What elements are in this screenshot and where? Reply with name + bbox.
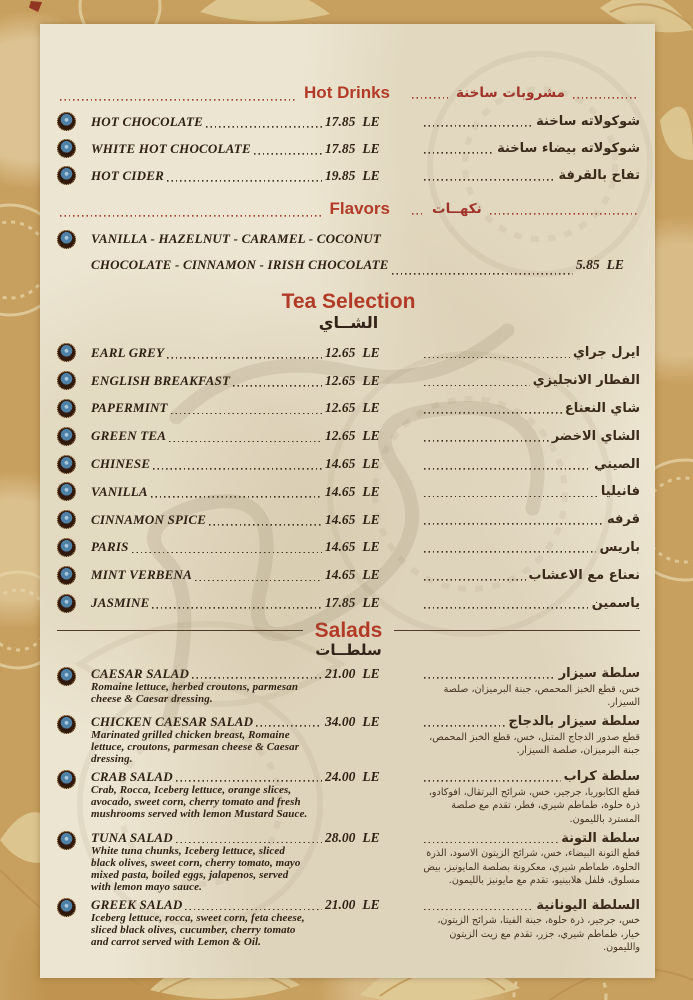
dotted-leader	[151, 488, 322, 498]
tea-section-title-ar: الشــاي	[318, 313, 379, 332]
item-desc-en: Crab, Rocca, Iceberg lettuce, orange slices, avocado, sweet corn, cherry tomato and fresh mushrooms served with lemon Mustard Sauce.	[91, 783, 308, 820]
flavors-header	[57, 200, 640, 217]
menu-page	[40, 24, 655, 978]
item-name-en: MINT VERBENA	[91, 567, 193, 583]
item-price: 12.65 LE	[325, 428, 380, 444]
hot-drinks-list	[57, 108, 640, 189]
item-name-en: EARL GREY	[91, 344, 165, 360]
dotted-leader	[176, 833, 322, 843]
dotted-leader	[60, 91, 296, 101]
item-price: 14.65 LE	[325, 539, 380, 555]
flavors-line-1	[57, 226, 640, 252]
dotted-leader	[185, 900, 322, 910]
brand-seal-icon	[57, 399, 91, 418]
item-price: 34.00 LE	[325, 713, 380, 729]
dotted-leader	[424, 772, 561, 782]
menu-item-green-tea	[57, 422, 640, 450]
dotted-leader	[209, 516, 322, 526]
menu-item-tuna-salad	[57, 831, 640, 893]
item-desc-en: Marinated grilled chicken breast, Romaine lettuce, croutons, parmesan cheese & Caesar dressing.	[91, 728, 300, 765]
salads-header	[57, 620, 640, 642]
dotted-leader	[169, 432, 322, 442]
item-name-ar: سلطة سيزار	[558, 666, 640, 682]
item-name-en: CRAB SALAD	[91, 768, 173, 784]
item-name-ar: سلطة التونة	[561, 830, 640, 846]
item-name-ar: ياسمين	[591, 595, 640, 611]
item-name-ar: شوكولاته ساخنة	[536, 114, 640, 129]
dotted-leader	[424, 404, 562, 414]
brand-seal-icon	[57, 538, 91, 557]
dotted-leader	[254, 145, 322, 155]
item-name-ar: ايرل جراي	[572, 345, 640, 361]
item-name-en: CHINESE	[91, 456, 151, 472]
item-name-ar: شوكولاته بيضاء ساخنة	[497, 141, 640, 156]
item-price: 14.65 LE	[325, 483, 380, 499]
section-title-en: Flavors	[329, 198, 390, 218]
item-price: 17.85 LE	[325, 140, 380, 156]
brand-seal-icon	[57, 166, 91, 185]
brand-seal-icon	[57, 371, 91, 390]
item-name-ar: تفاح بالقرفة	[558, 168, 640, 183]
flavors-price: 5.85 LE	[576, 256, 624, 272]
divider-line	[57, 630, 303, 631]
item-name-ar: السلطة اليونانية	[536, 897, 640, 913]
item-name-en: CHICKEN CAESAR SALAD	[91, 713, 254, 729]
menu-item-hot-cider	[57, 162, 640, 189]
dotted-leader	[132, 543, 322, 553]
dotted-leader	[167, 172, 322, 182]
menu-item-papermint	[57, 395, 640, 423]
item-name-en: ENGLISH BREAKFAST	[91, 372, 231, 388]
tea-section-title-en: Tea Selection	[281, 290, 416, 313]
brand-seal-icon	[57, 667, 91, 686]
brand-seal-icon	[57, 831, 91, 850]
item-name-en: CAESAR SALAD	[91, 665, 190, 681]
brand-seal-icon	[57, 112, 91, 131]
dotted-leader	[233, 377, 322, 387]
item-name-en: PARIS	[91, 539, 129, 555]
item-price: 14.65 LE	[325, 456, 380, 472]
dotted-leader	[424, 117, 533, 127]
flavors-line-2	[57, 252, 640, 277]
brand-seal-icon	[57, 230, 91, 249]
dotted-leader	[60, 207, 322, 217]
section-title-en: Hot Drinks	[304, 82, 390, 102]
salads-list	[57, 667, 640, 955]
item-price: 21.00 LE	[325, 897, 380, 913]
dotted-leader	[195, 571, 322, 581]
menu-item-vanilla	[57, 478, 640, 506]
dotted-leader	[424, 460, 591, 470]
item-name-ar: شاي النعناع	[564, 400, 640, 416]
brand-seal-icon	[57, 139, 91, 158]
dotted-leader	[206, 118, 322, 128]
dotted-leader	[171, 404, 322, 414]
dotted-leader	[412, 89, 448, 99]
dotted-leader	[490, 205, 637, 215]
brand-seal-icon	[57, 594, 91, 613]
item-price: 21.00 LE	[325, 665, 380, 681]
item-desc-ar: قطع الكابوريا، جرجير، خس، شرائح البرتقال، افوكادو، ذرة حلوة، طماطم شيري، فطر، تقدم مع صلصة المسترد بالليمون.	[428, 786, 640, 825]
dotted-leader	[424, 900, 533, 910]
brand-seal-icon	[57, 566, 91, 585]
item-price: 24.00 LE	[325, 768, 380, 784]
item-name-en: HOT CIDER	[91, 167, 164, 183]
item-name-en: VANILLA	[91, 483, 148, 499]
item-price: 17.85 LE	[325, 595, 380, 611]
item-desc-en: White tuna chunks, Iceberg lettuce, sliced black olives, sweet corn, cherry tomato, mayo mixed pasta, boiled eggs, jalapenos, served with lemon mayo sauce.	[91, 845, 301, 894]
tea-list	[57, 339, 640, 617]
item-name-ar: الصيني	[594, 456, 640, 472]
brand-seal-icon	[57, 343, 91, 362]
dotted-leader	[424, 515, 604, 525]
dotted-leader	[573, 89, 637, 99]
item-price: 28.00 LE	[325, 830, 380, 846]
item-name-en: HOT CHOCOLATE	[91, 113, 204, 129]
item-desc-ar: خس، جرجير، ذرة حلوة، جبنة الفيتا، شرائح الزيتون، خيار، طماطم شيري، جزر، تقدم مع زيت الزيتون والليمون.	[437, 915, 640, 954]
menu-item-white-hot-chocolate	[57, 135, 640, 162]
item-name-ar: الفطار الانجليزي	[532, 373, 640, 389]
item-name-en: CINNAMON SPICE	[91, 511, 207, 527]
dotted-leader	[424, 543, 596, 553]
dotted-leader	[424, 487, 598, 497]
dotted-leader	[167, 349, 322, 359]
divider-line	[394, 630, 640, 631]
item-desc-ar: خس، قطع الخبز المحمص، جبنة البرميزان، صلصة السيزار.	[443, 683, 640, 709]
section-title-ar: مشروبات ساخنة	[455, 84, 565, 101]
item-price: 19.85 LE	[325, 167, 380, 183]
item-name-en: TUNA SALAD	[91, 830, 173, 846]
brand-seal-icon	[57, 715, 91, 734]
item-price: 12.65 LE	[325, 372, 380, 388]
item-name-en: PAPERMINT	[91, 400, 168, 416]
dotted-leader	[152, 599, 322, 609]
dotted-leader	[424, 833, 558, 843]
brand-seal-icon	[57, 427, 91, 446]
dotted-leader	[424, 171, 556, 181]
item-desc-ar: قطع صدور الدجاج المتبل، خس، قطع الخبز المحمص، جبنة البرميزان، صلصة السيزار.	[429, 731, 640, 757]
dotted-leader	[392, 265, 573, 275]
dotted-leader	[424, 144, 494, 154]
menu-item-jasmine	[57, 589, 640, 617]
dotted-leader	[176, 772, 322, 782]
item-name-en: GREEK SALAD	[91, 897, 183, 913]
dotted-leader	[153, 460, 322, 470]
menu-item-cinnamon-spice	[57, 506, 640, 534]
dotted-leader	[424, 376, 530, 386]
dotted-leader	[424, 717, 505, 727]
item-name-ar: الشاي الاخضر	[551, 428, 640, 444]
item-name-en: GREEN TEA	[91, 428, 167, 444]
brand-seal-icon	[57, 510, 91, 529]
menu-item-earl-grey	[57, 339, 640, 367]
item-name-en: JASMINE	[91, 595, 150, 611]
item-price: 14.65 LE	[325, 511, 380, 527]
item-name-ar: قرفه	[607, 512, 640, 528]
brand-seal-icon	[57, 482, 91, 501]
dotted-leader	[424, 432, 549, 442]
brand-seal-icon	[57, 455, 91, 474]
menu-item-greek-salad	[57, 898, 640, 955]
menu-item-paris	[57, 534, 640, 562]
section-title-en: Salads	[314, 618, 383, 642]
item-desc-ar: قطع التونة البيضاء، خس، شرائح الزيتون الاسود، الذرة الحلوة، طماطم شيري، معكرونة بصلصة المايونيز، بيض مسلوق، فلفل هلابينيو، تقدم مع مايونيز بالليمون.	[423, 848, 640, 887]
item-price: 12.65 LE	[325, 344, 380, 360]
flavors-text: CHOCOLATE - CINNAMON - IRISH CHOCOLATE	[91, 256, 389, 272]
dotted-leader	[424, 571, 526, 581]
item-name-en: WHITE HOT CHOCOLATE	[91, 140, 251, 156]
item-price: 12.65 LE	[325, 400, 380, 416]
item-name-ar: باريس	[599, 539, 640, 555]
brand-seal-icon	[57, 770, 91, 789]
item-desc-en: Romaine lettuce, herbed croutons, parmesan cheese & Caesar dressing.	[91, 680, 299, 705]
item-desc-en: Iceberg lettuce, rocca, sweet corn, feta cheese, sliced black olives, cucumber, cherry tomato and carrot served with Lemon & Oil.	[91, 912, 305, 949]
dotted-leader	[424, 348, 570, 358]
dotted-leader	[256, 717, 322, 727]
item-name-ar: فانيليا	[600, 484, 640, 500]
menu-item-chinese	[57, 450, 640, 478]
dotted-leader	[424, 669, 556, 679]
brand-seal-icon	[57, 898, 91, 917]
hot-drinks-header	[57, 84, 640, 101]
dotted-leader	[424, 599, 589, 609]
item-name-ar: نعناع مع الاعشاب	[528, 567, 640, 583]
item-name-ar: سلطة سيزار بالدجاج	[508, 714, 640, 730]
menu-item-chicken-caesar-salad	[57, 715, 640, 765]
menu-item-mint-verbena	[57, 561, 640, 589]
menu-item-crab-salad	[57, 770, 640, 827]
item-price: 17.85 LE	[325, 113, 380, 129]
menu-item-caesar-salad	[57, 667, 640, 710]
dotted-leader	[412, 205, 424, 215]
item-price: 14.65 LE	[325, 567, 380, 583]
dotted-leader	[192, 669, 322, 679]
menu-item-english-breakfast	[57, 367, 640, 395]
menu-item-hot-chocolate	[57, 108, 640, 135]
flavors-text: VANILLA - HAZELNUT - CARAMEL - COCONUT	[91, 231, 382, 246]
salads-header-ar: سلطــات	[315, 640, 382, 659]
section-title-ar: نكهــات	[432, 200, 482, 217]
item-name-ar: سلطة كراب	[563, 769, 640, 785]
